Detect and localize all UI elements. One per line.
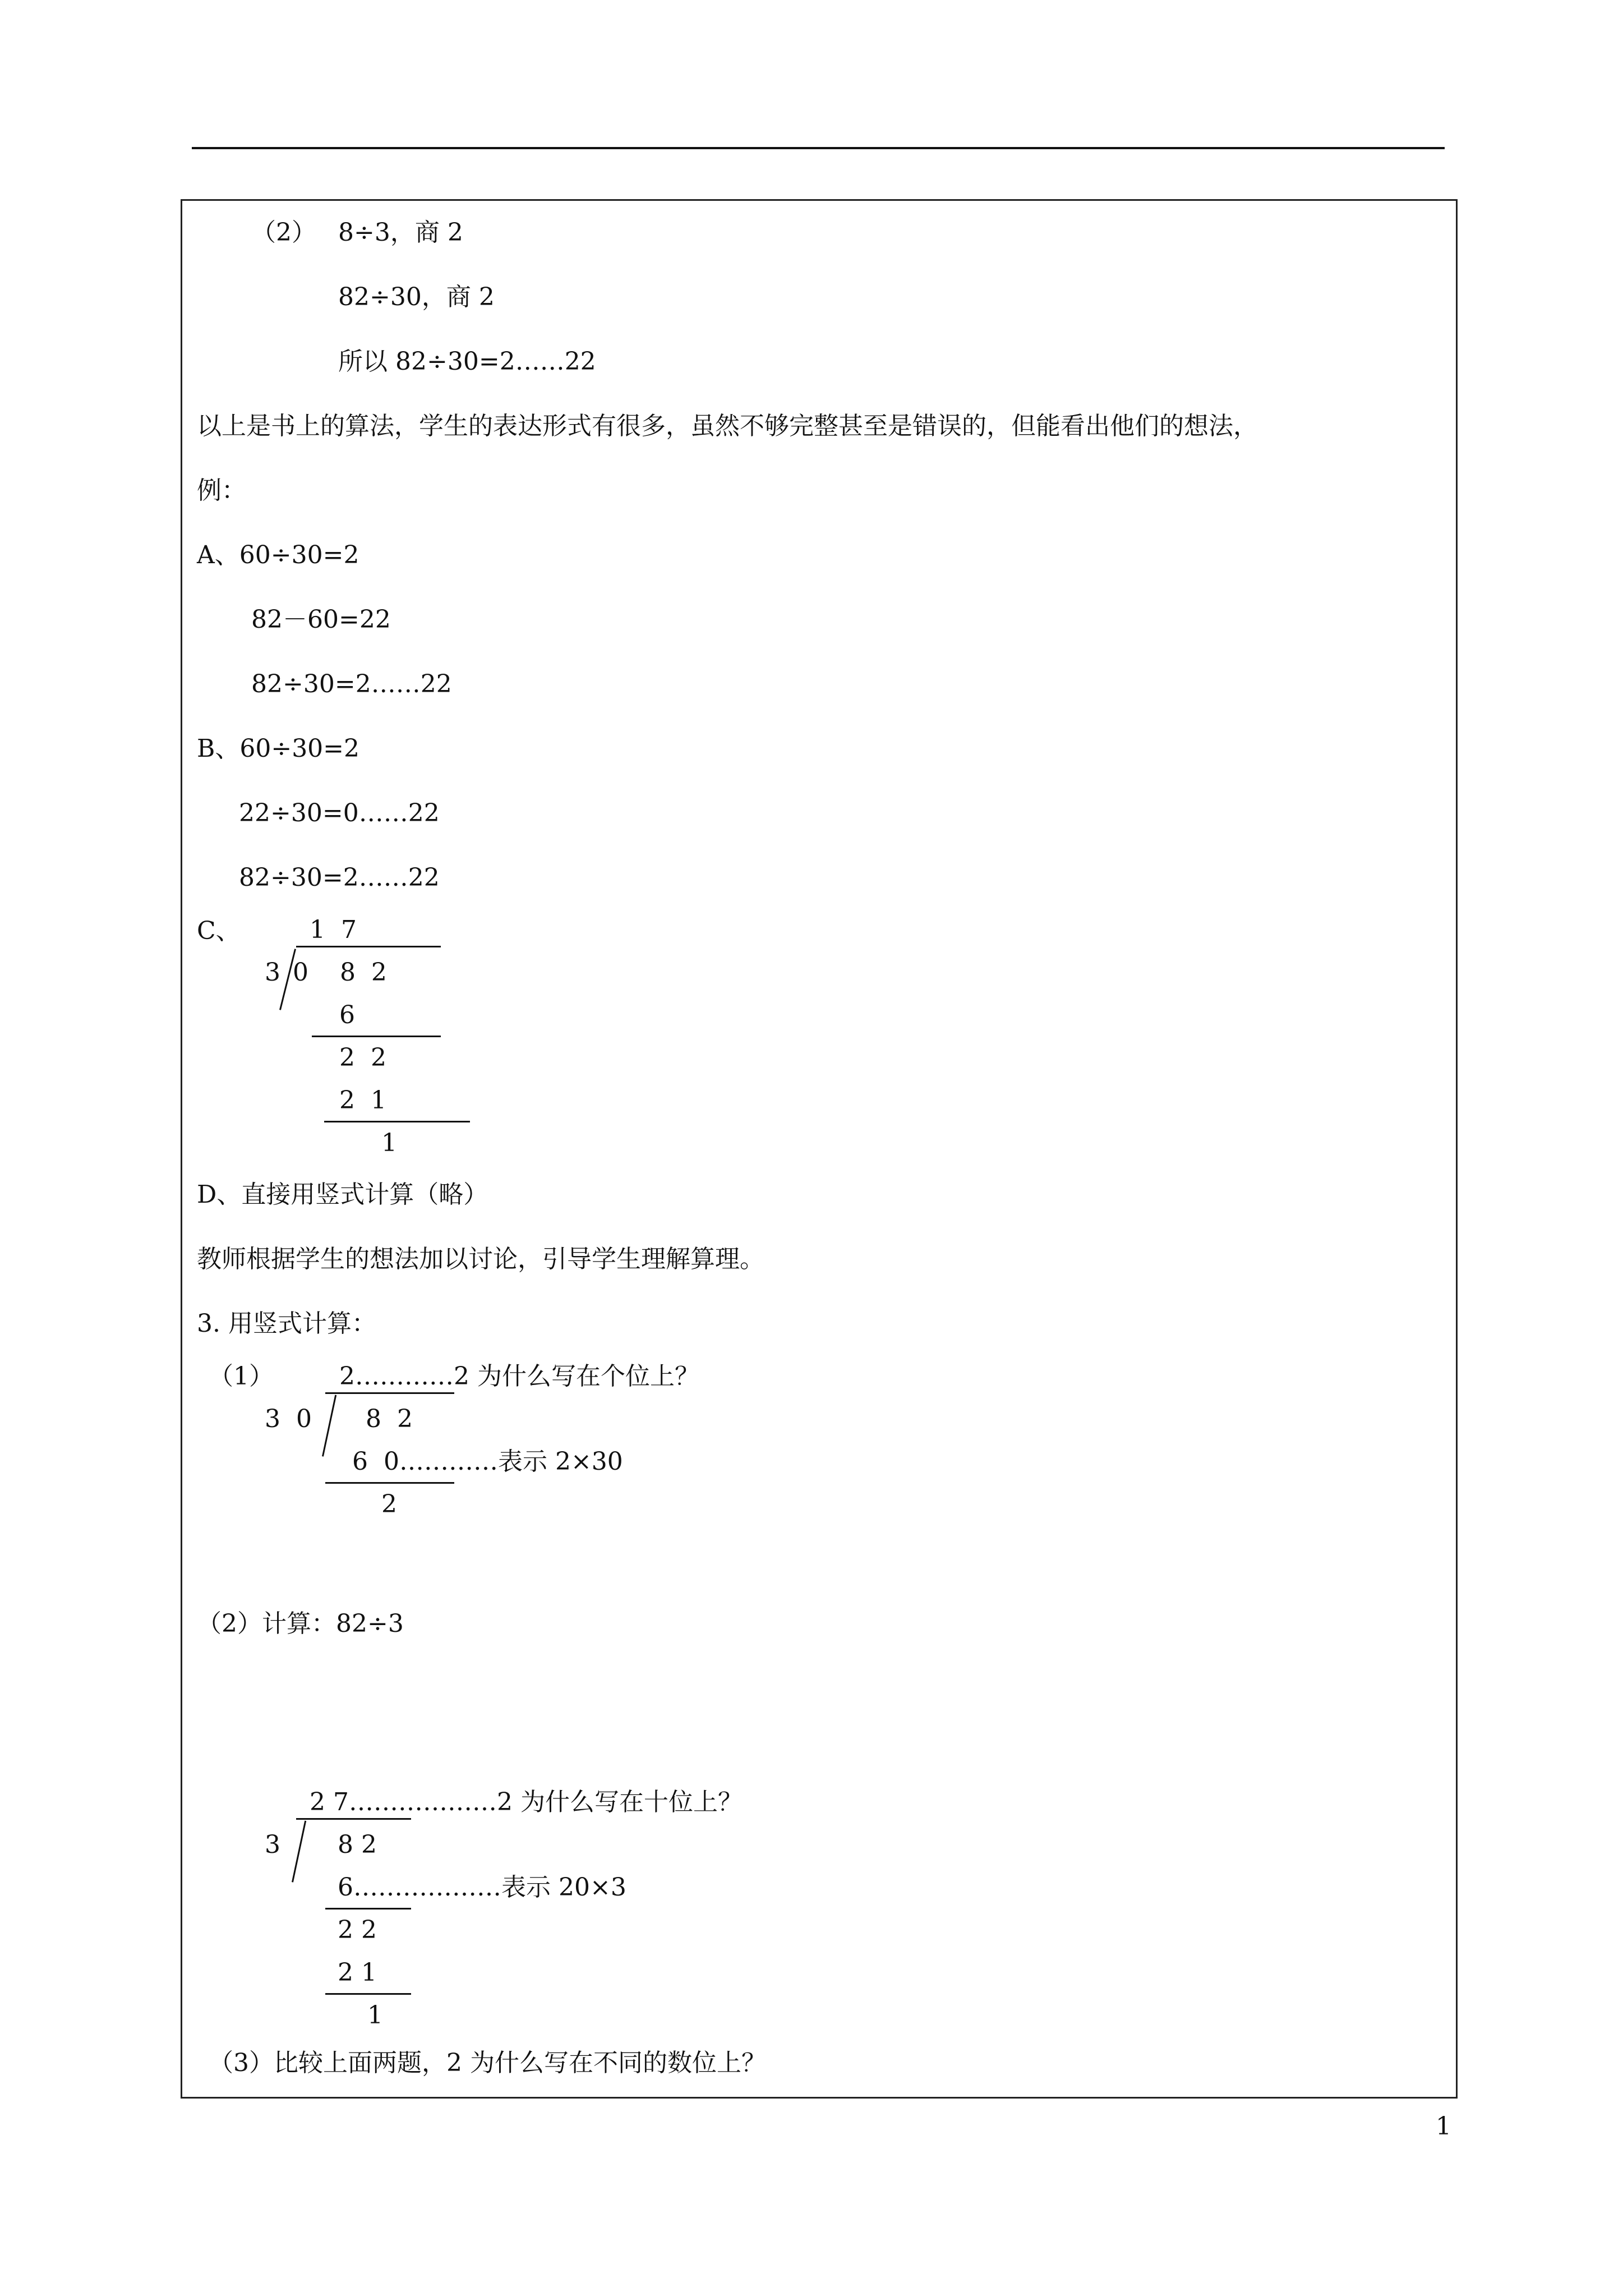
- division-bar: [325, 1392, 454, 1394]
- division-step: 6: [339, 1001, 355, 1029]
- item-label: （1）: [209, 1362, 274, 1391]
- division-bar: [296, 946, 441, 947]
- division-divisor: 3: [265, 1830, 280, 1859]
- division-step: 2 2: [339, 1043, 386, 1072]
- paragraph-line: 以上是书上的算法，学生的表达形式有很多，虽然不够完整甚至是错误的，但能看出他们的想法，: [197, 412, 1258, 440]
- division-bar: [296, 1818, 411, 1820]
- item-label: （2）计算：82÷3: [197, 1609, 404, 1638]
- paragraph-line: 教师根据学生的想法加以讨论，引导学生理解算理。: [197, 1245, 764, 1273]
- division-quotient: 2 7………………2 为什么写在十位上？: [310, 1788, 743, 1816]
- division-step: 2 2: [338, 1916, 377, 1944]
- text-line: 82÷30=2……22: [239, 863, 440, 892]
- division-divisor: 3: [265, 958, 280, 987]
- question-line: （3）比较上面两题，2 为什么写在不同的数位上？: [209, 2049, 766, 2077]
- text-line: 所以 82÷30=2……22: [338, 347, 596, 376]
- paragraph-line: 例：: [197, 476, 246, 505]
- division-remainder: 1: [367, 2001, 383, 2030]
- text-line: 22÷30=0……22: [239, 799, 440, 827]
- division-quotient: 2…………2 为什么写在个位上？: [339, 1362, 699, 1391]
- page-number: 1: [1436, 2112, 1451, 2141]
- section-heading: 3. 用竖式计算：: [197, 1309, 376, 1338]
- division-rule: [312, 1036, 441, 1037]
- text-line: 8÷3，商 2: [338, 218, 463, 247]
- text-line: 82－60=22: [251, 605, 391, 634]
- division-remainder: 2: [381, 1490, 397, 1519]
- text-line: 82÷30=2……22: [251, 670, 452, 698]
- division-step: 6………………表示 20×3: [338, 1873, 626, 1902]
- division-divisor: 3 0: [265, 1405, 312, 1433]
- division-rule: [325, 1993, 411, 1995]
- item-label: （2）: [251, 218, 316, 247]
- division-dividend: 8 2: [366, 1405, 413, 1433]
- division-quotient: 1 7: [310, 915, 357, 944]
- text-line: D、直接用竖式计算（略）: [197, 1180, 488, 1209]
- division-step: 6 0…………表示 2×30: [352, 1447, 623, 1476]
- division-rule: [325, 1908, 411, 1910]
- division-remainder: 1: [381, 1129, 397, 1157]
- division-rule: [324, 1121, 470, 1122]
- text-line: 82÷30，商 2: [338, 283, 495, 311]
- text-line: B、60÷30=2: [197, 734, 360, 763]
- text-line: C、: [197, 917, 241, 945]
- division-dividend: 0 8 2: [293, 958, 387, 987]
- division-dividend: 8 2: [338, 1830, 377, 1859]
- division-step: 2 1: [339, 1086, 386, 1115]
- division-step: 2 1: [338, 1958, 377, 1987]
- text-line: A、60÷30=2: [197, 541, 359, 569]
- division-rule: [325, 1482, 454, 1484]
- header-rule: [192, 147, 1445, 149]
